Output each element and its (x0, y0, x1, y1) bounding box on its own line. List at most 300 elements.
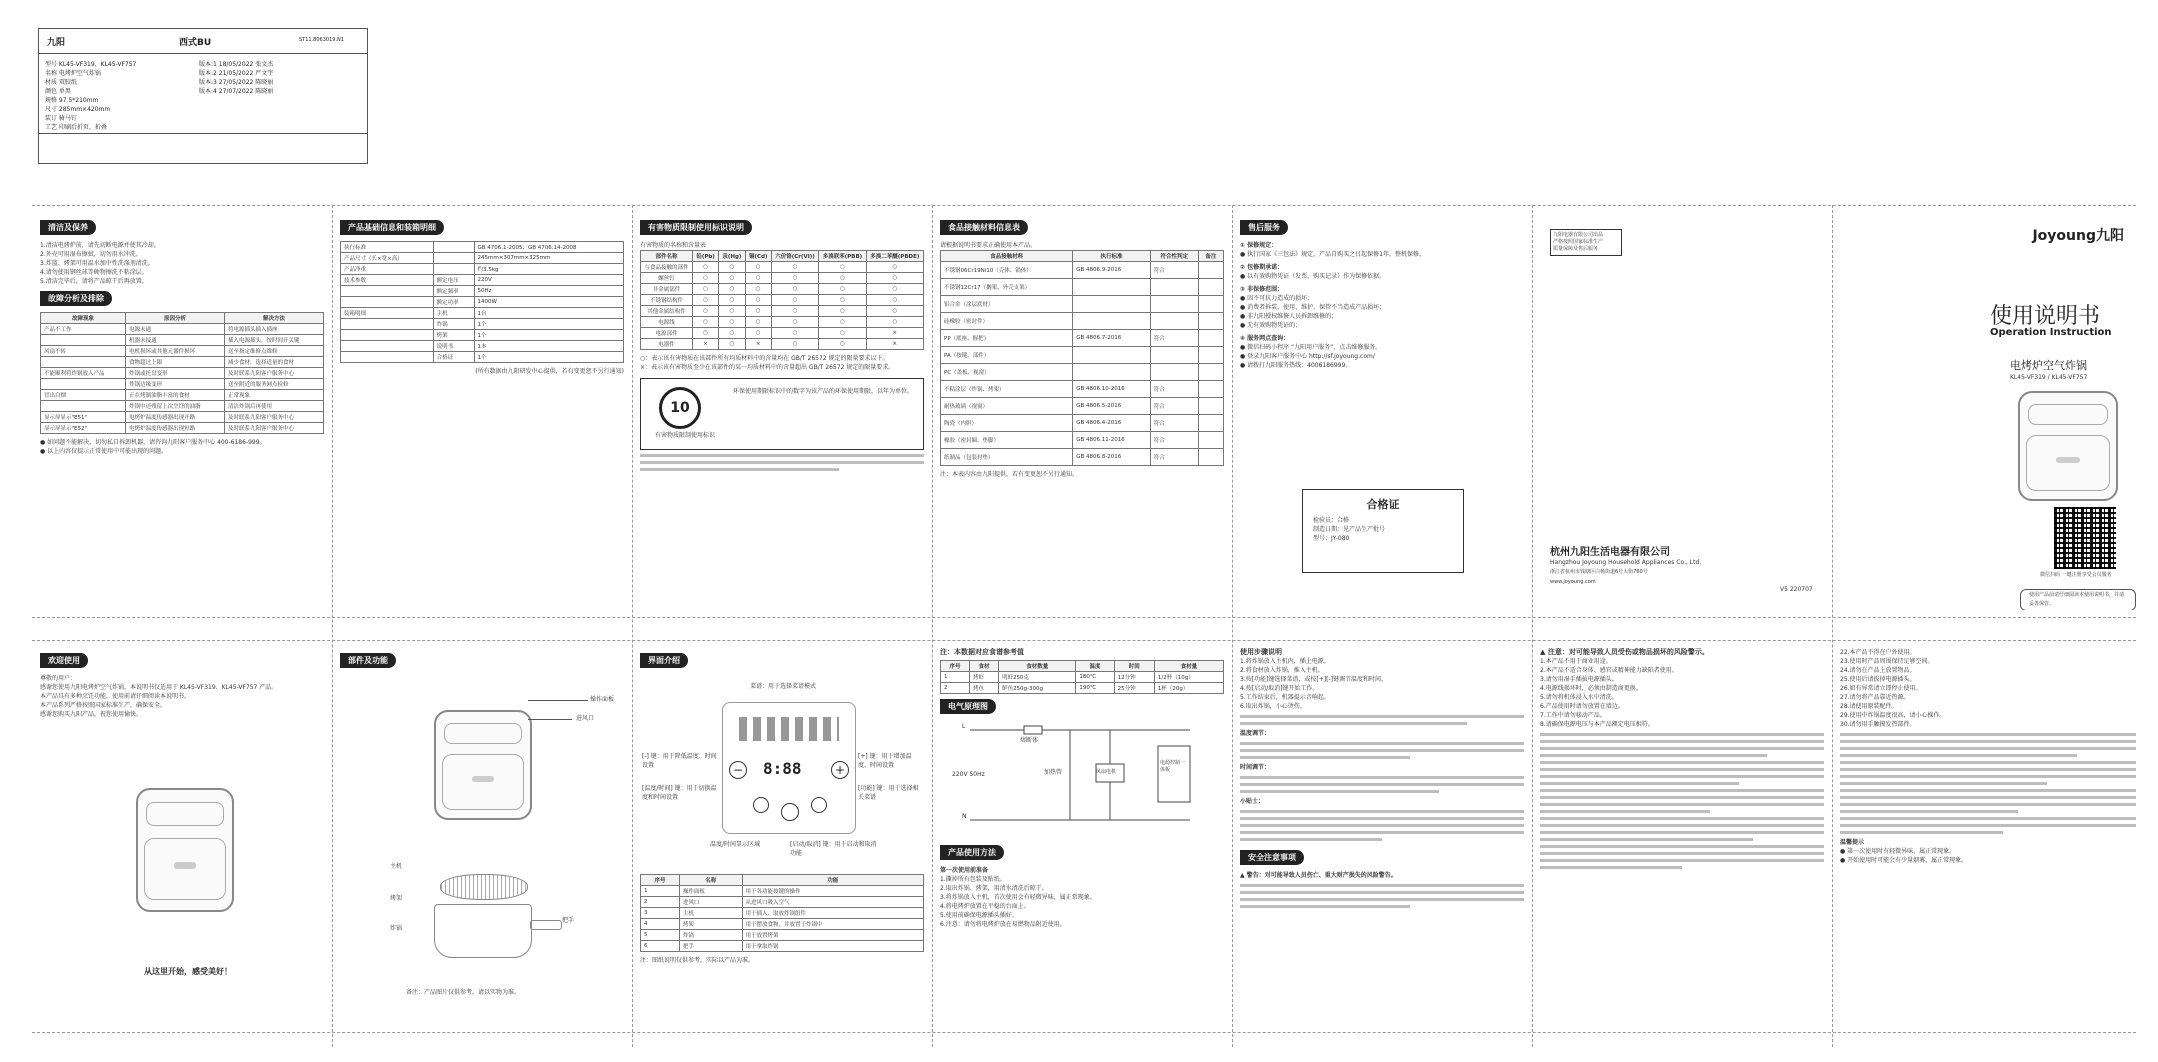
table-header-cell: 六价铬(Cr(VI)) (771, 251, 819, 262)
table-header-row (941, 661, 1224, 672)
cooking-table (940, 660, 1224, 694)
table-cell: ○ (745, 262, 771, 273)
table-cell: 非金属部件 (641, 284, 693, 295)
table-cell: GB 4806.7-2016 (1073, 330, 1150, 347)
table-header-cell: 汞(Hg) (719, 251, 746, 262)
table-cell (433, 253, 474, 264)
welcome-line: 感谢您购买九阳产品，祝您使用愉快。 (40, 711, 143, 718)
table-cell (341, 286, 434, 297)
circuit-title: 电气原理图 (940, 699, 996, 714)
table-cell: GB 4806.5-2016 (1073, 398, 1150, 415)
care-line: 5.清洁完毕后，请将产品晾干后再放置。 (40, 278, 148, 285)
table-cell: 主机 (679, 908, 742, 919)
table-cell (1150, 296, 1198, 313)
circuit-label: N (962, 813, 967, 820)
table-cell: ○ (745, 295, 771, 306)
table-cell: 2 (641, 897, 680, 908)
table-cell: ○ (719, 284, 746, 295)
table-cell: 不锈钢结构件 (641, 295, 693, 306)
table-cell: 12分钟 (1114, 672, 1154, 683)
circuit-label: 电源控制一体板 (1160, 760, 1186, 773)
table-cell: 将电源插头插入插座 (225, 324, 324, 335)
table-row (41, 368, 324, 379)
table-header-cell: 故障现象 (41, 313, 126, 324)
specs-title: 产品基础信息和装箱明细 (340, 220, 444, 235)
table-header-cell: 符合性判定 (1150, 251, 1198, 262)
table-row (41, 423, 324, 434)
table-cell: GB 4806.10-2016 (1073, 381, 1150, 398)
notice-title (1540, 648, 1824, 657)
table-cell: 1本 (474, 341, 623, 352)
start-cancel-button[interactable] (781, 803, 799, 821)
table-cell (1073, 347, 1150, 364)
table-row (941, 683, 1224, 694)
table-cell: ○ (771, 317, 819, 328)
panel-interface (640, 648, 924, 1028)
table-cell: ○ (771, 295, 819, 306)
table-cell: ○ (771, 328, 819, 339)
table-cell: ○ (745, 317, 771, 328)
interface-note: 注：图纸说明仅供参考，实际以产品为准。 (640, 957, 755, 964)
interface-label: [启动/取消] 键：用于启动和取消功能 (790, 841, 877, 857)
table-cell (433, 242, 474, 253)
table-row (41, 379, 324, 390)
table-cell: 符合 (1150, 398, 1198, 415)
circuit-label: 风扇电机 (1096, 769, 1117, 775)
table-row (341, 352, 624, 363)
part-label: 进风口 (576, 715, 595, 722)
usage-line: 3.将炸锅放入主机，首次使用会有轻微异味，属正常现象。 (940, 894, 1096, 901)
panel-hazard (640, 215, 924, 610)
table-cell: 机器未接通 (126, 335, 225, 346)
spec-sheet (38, 28, 368, 164)
qr-note: 微信扫码 一键注册享受会员服务 (2040, 572, 2112, 578)
table-cell: 额定频率 (433, 286, 474, 297)
company-site: www.joyoung.com (1550, 579, 1596, 585)
table-cell (41, 335, 126, 346)
table-cell: 25分钟 (1114, 683, 1154, 694)
circuit-svg (940, 720, 1224, 840)
table-cell: 电烤炉温度传感器出现开路 (126, 412, 225, 423)
table-row (341, 319, 624, 330)
table-row (641, 328, 924, 339)
table-row (941, 296, 1224, 313)
table-cell: 减少食材，选择适量的食材 (225, 357, 324, 368)
table-cell: ○ (771, 262, 819, 273)
table-cell: 进风口 (679, 897, 742, 908)
table-header-cell: 原因分析 (126, 313, 225, 324)
table-header-cell: 名称 (679, 875, 742, 886)
table-row (641, 339, 924, 350)
service-item: ② 包修期承诺： (1240, 264, 1284, 271)
specs-note: (所有数据由九阳研发中心提供，若有变更恕不另行通知) (475, 368, 624, 375)
welcome-title: 欢迎使用 (40, 653, 88, 668)
table-cell: ○ (819, 262, 866, 273)
caution-line: 23.使用时产品周围保持足够空间。 (1840, 658, 1934, 665)
table-cell: 食物超过上限 (126, 357, 225, 368)
spec-row: 颜色 单黑 (45, 88, 71, 95)
table-cell: 1杯（20g） (1154, 683, 1223, 694)
spec-row: 尺寸 285mm×420mm (45, 106, 111, 113)
table-row (941, 672, 1224, 683)
cautions-sub-line: ● 第一次使用时有轻微异味，属正常现象。 (1840, 848, 1956, 855)
table-cell: 说明书 (433, 341, 474, 352)
service-item: ● 非九阳授权维修人员拆卸维修的； (1240, 313, 1338, 320)
table-header-cell: 食品接触材料 (941, 251, 1073, 262)
table-cell: × (866, 339, 923, 350)
table-cell: 1400W (474, 297, 623, 308)
table-cell (41, 401, 126, 412)
part-label: 主机 (390, 863, 403, 870)
company-name: 杭州九阳生活电器有限公司 (1550, 547, 1670, 558)
panel-cover (1840, 215, 2136, 610)
table-row (341, 253, 624, 264)
table-header-cell: 镉(Cd) (745, 251, 771, 262)
table-cell: 190℃ (1076, 683, 1114, 694)
notice-line: 5.请勿将机体浸入水中清洗。 (1540, 694, 1618, 701)
cautions-sub-line: ● 开始使用时可能会有少量烟雾，属正常现象。 (1840, 857, 1968, 864)
spec-versions (199, 59, 359, 95)
table-cell: ○ (771, 273, 819, 284)
usage-title: 产品使用方法 (940, 845, 1004, 860)
table-header-cell: 解决方法 (225, 313, 324, 324)
table-cell (1198, 364, 1223, 381)
service-item: ● 消费者拆装、使用、维护、保管不当造成产品损坏； (1240, 304, 1386, 311)
table-row (641, 295, 924, 306)
caution-line: 24.请勿在产品上放置物品。 (1840, 667, 1916, 674)
table-cell: 额定电压 (433, 275, 474, 286)
table-cell: ○ (745, 306, 771, 317)
circuit-label: 熔断体 (1020, 737, 1039, 744)
circuit-label: 220V 50Hz (952, 771, 985, 778)
food-contact-note: 注：本表内容由九阳提供，若有变更恕不另行通知。 (940, 471, 1079, 478)
table-cell: 从进风口吸入空气 (742, 897, 923, 908)
table-cell: 炸锅 (679, 930, 742, 941)
usage-line: 2.取出炸锅、烤架，用清水清洗后晾干。 (940, 885, 1048, 892)
table-cell: ○ (693, 328, 719, 339)
table-cell: 电烤炉温度传感器出现短路 (126, 423, 225, 434)
table-row (641, 262, 924, 273)
cover-footer-note: 使用产品前请仔细阅读本使用说明书，并请妥善保管。 (2020, 589, 2136, 610)
table-row (341, 286, 624, 297)
spec-row: 型号 KL45-VF319、KL45-VF757 (45, 61, 137, 68)
interface-title: 界面介绍 (640, 653, 688, 668)
basket-exploded-image (440, 874, 528, 900)
panel-steps (1240, 648, 1524, 1028)
service-item: ● 执行国家《三包法》规定，产品自购买之日起保修1年，整机保修。 (1240, 251, 1425, 258)
table-cell: 铝合金（涂层底材） (941, 296, 1073, 313)
service-title: 售后服务 (1240, 220, 1288, 235)
table-cell (1073, 364, 1150, 381)
table-cell: 炸锅中还残留上次烹饪的油脂 (126, 401, 225, 412)
table-cell: 符合 (1150, 381, 1198, 398)
table-cell: 把手 (679, 941, 742, 952)
table-header-cell: 食材 (970, 661, 999, 672)
table-cell: 不能顺利将炸锅放入产品 (41, 368, 126, 379)
table-row (41, 390, 324, 401)
spec-row: 规格 97.5*210mm (45, 97, 99, 104)
table-row (341, 297, 624, 308)
table-cell: 明虾250克 (999, 672, 1076, 683)
table-cell: ○ (866, 317, 923, 328)
welcome-line: 本产品系列严格按照国家标准生产，确保安全。 (40, 702, 167, 709)
table-cell: GB 4806.4-2016 (1073, 415, 1150, 432)
table-cell (1150, 347, 1198, 364)
care-line: 4.请勿使用钢丝球等硬物擦洗不粘涂层。 (40, 269, 148, 276)
cover-title: 使用说明书 (1990, 304, 2101, 329)
table-cell: 插入电源插头，按时间开关键 (225, 335, 324, 346)
table-cell: ○ (819, 328, 866, 339)
table-cell: 产品净重 (341, 264, 434, 275)
part-label: 炸锅 (390, 925, 403, 932)
table-row (941, 398, 1224, 415)
table-cell (1198, 330, 1223, 347)
table-cell: 烤鱼 (970, 683, 999, 694)
steps-line: 6.取出炸锅，小心烫伤。 (1240, 703, 1306, 710)
table-row (41, 357, 324, 368)
interface-label: [功能] 键：用于选择相关菜谱 (858, 785, 919, 801)
table-row (341, 308, 624, 319)
caution-line: 28.请使用原装配件。 (1840, 703, 1898, 710)
table-cell: PA（按键、部件） (941, 347, 1073, 364)
airfryer-image (2018, 391, 2118, 501)
table-cell: 1/2杯（10g） (1154, 672, 1223, 683)
qr-code (2054, 507, 2116, 569)
table-cell: 3 (641, 908, 680, 919)
interface-label: [-] 键：用于降低温度、时间设置 (642, 753, 717, 769)
table-cell: ○ (719, 262, 746, 273)
spec-brand: 九阳 (47, 38, 66, 48)
panel-parts (340, 648, 624, 1028)
warning-icon: ▲ (1540, 648, 1548, 656)
table-cell: ○ (771, 284, 819, 295)
usage-line: 4.将电烤炉放置在平稳的台面上。 (940, 903, 1030, 910)
table-row (641, 306, 924, 317)
hazard-badge-caption: 有害物质限制使用标识 (654, 432, 715, 439)
table-cell: 炸锅或托盘变形 (126, 368, 225, 379)
steps-line: 3.按[功能]键选择菜谱，或按[+][-]键调节温度和时间。 (1240, 676, 1387, 683)
control-panel (722, 702, 856, 834)
steps-sub: 时间调节： (1240, 764, 1271, 771)
table-header-cell: 铅(Pb) (693, 251, 719, 262)
table-cell (1198, 398, 1223, 415)
table-cell: ○ (745, 328, 771, 339)
table-cell: 正在烤制油脂丰富的食材 (126, 390, 225, 401)
table-row (641, 897, 924, 908)
minus-button[interactable]: − (729, 761, 747, 779)
table-row (941, 449, 1224, 466)
service-item: ④ 服务网点查询： (1240, 335, 1290, 342)
table-header-row (41, 313, 324, 324)
food-contact-table (940, 250, 1224, 466)
service-item: ● 无有效购物凭证的； (1240, 322, 1302, 329)
table-cell: 用于插入、取放炸锅组件 (742, 908, 923, 919)
table-header-row (941, 251, 1224, 262)
safety-title: 安全注意事项 (1240, 850, 1304, 865)
certificate (1302, 489, 1464, 573)
table-cell: 符合 (1150, 432, 1198, 449)
specs-table (340, 241, 624, 363)
table-cell (1073, 313, 1150, 330)
caution-line: 26.如有异常请立即停止使用。 (1840, 685, 1922, 692)
table-row (941, 381, 1224, 398)
table-cell: ○ (819, 273, 866, 284)
steps-line: 2.将食材放入炸锅，推入主机。 (1240, 667, 1324, 674)
table-cell: ○ (693, 317, 719, 328)
table-cell (341, 297, 434, 308)
table-cell: 送至附近的服务网点检修 (225, 379, 324, 390)
table-cell (1150, 279, 1198, 296)
table-row (641, 273, 924, 284)
steps-line: 1.将炸锅放入主机内，插上电源。 (1240, 658, 1330, 665)
table-row (641, 930, 924, 941)
table-row (641, 284, 924, 295)
table-cell: GB 4806.8-2016 (1073, 449, 1150, 466)
table-row (941, 330, 1224, 347)
table-cell: 橡胶（密封圈、垫脚） (941, 432, 1073, 449)
table-header-cell: 序号 (941, 661, 970, 672)
care-line: 3.炸篮、烤架可用温水加中性洗涤剂清洗。 (40, 260, 154, 267)
table-cell (341, 341, 434, 352)
table-cell: 硅橡胶（密封件） (941, 313, 1073, 330)
fry-pot-image (434, 904, 532, 958)
panel-cautions (1840, 648, 2136, 1028)
table-row (41, 401, 324, 412)
panel-service (1240, 215, 1524, 610)
table-cell: 220V (474, 275, 623, 286)
spec-row: 名称 电烤炉空气炸锅 (45, 70, 101, 77)
table-cell: ○ (771, 306, 819, 317)
service-item: ● 微信扫码小程序 “九阳用户服务”，点击维修服务。 (1240, 344, 1382, 351)
table-cell: GB 4806.9-2016 (1073, 262, 1150, 279)
table-cell: 用于放置烤架 (742, 930, 923, 941)
table-cell: 送至指定维修点维修 (225, 346, 324, 357)
table-cell: 约3.5kg (474, 264, 623, 275)
cover-models: KL45-VF319 / KL45-VF757 (2010, 374, 2088, 381)
steps-sub: 温度调节： (1240, 730, 1271, 737)
steps-sub: 小贴士： (1240, 798, 1265, 805)
table-cell: 1个 (474, 319, 623, 330)
part-label: 操作面板 (590, 696, 615, 703)
table-cell: 符合 (1150, 415, 1198, 432)
table-row (641, 941, 924, 952)
table-cell: 5 (641, 930, 680, 941)
function-button[interactable] (811, 797, 827, 813)
notice-line: 3.请勿用湿手插拔电源插头。 (1540, 676, 1618, 683)
table-cell: ○ (819, 295, 866, 306)
table-cell: ○ (693, 273, 719, 284)
spec-row: 工艺 印刷后折页、折叠 (45, 124, 107, 131)
service-item: ③ 非保修范围： (1240, 286, 1284, 293)
company-badge: 九阳电器有限公司出品 严格按照国家标准生产 质量保障及售后服务 (1550, 229, 1622, 256)
table-header-cell: 时间 (1114, 661, 1154, 672)
service-item: ① 保修规定： (1240, 242, 1278, 249)
table-cell: 电源线 (641, 317, 693, 328)
circuit-label: 加热管 (1044, 769, 1063, 776)
airfryer-image (136, 788, 234, 912)
table-row (941, 347, 1224, 364)
version-row: 版本:3 27/05/2022 陈晓丽 (199, 79, 274, 86)
table-row (41, 335, 324, 346)
airfryer-image (434, 710, 532, 820)
service-item: ● 请拨打九阳服务热线：4006186999。 (1240, 362, 1352, 369)
table-cell: 其他金属结构件 (641, 306, 693, 317)
notice-title-text: 注意：对可能导致人员受伤或物品损坏的风险警示。 (1547, 648, 1709, 656)
table-row (941, 415, 1224, 432)
version-row: 版本:1 18/05/2022 张文杰 (199, 61, 274, 68)
table-cell: 1 (941, 672, 970, 683)
service-item: ● 以有效购物凭证（发票、购买记录）作为保修依据。 (1240, 273, 1386, 280)
notice-line: 1.本产品不用于商业用途。 (1540, 658, 1612, 665)
plus-button[interactable]: + (831, 761, 849, 779)
time-display: 8:88 (763, 759, 802, 778)
table-cell: 不粘涂层（炸锅、烤架） (941, 381, 1073, 398)
table-cell (433, 264, 474, 275)
table-cell: ○ (819, 284, 866, 295)
table-cell: 显示屏显示"E51" (41, 412, 126, 423)
table-cell: ○ (745, 273, 771, 284)
table-cell: 正常现象 (225, 390, 324, 401)
troubleshoot-title: 故障分析及排除 (40, 291, 112, 306)
table-cell: GB 4706.1-2005、GB 4706.14-2008 (474, 242, 623, 253)
usage-line: 5.使用前确保电源插头插好。 (940, 912, 1018, 919)
table-row (941, 313, 1224, 330)
welcome-line: 本产品具有多种烹饪功能，使用前请仔细阅读本说明书。 (40, 693, 191, 700)
parts-title: 部件及功能 (340, 653, 396, 668)
table-cell: 1台 (474, 308, 623, 319)
table-row (641, 317, 924, 328)
caution-line: 30.请勿用手触摸发热部件。 (1840, 721, 1916, 728)
food-contact-title: 食品接触材料信息表 (940, 220, 1028, 235)
food-contact-intro: 请根据说明书要求正确使用本产品。 (940, 242, 1037, 249)
interface-label: [温度/时间] 键：用于切换温度和时间设置 (642, 785, 717, 801)
welcome-line: 感谢您使用九阳电烤炉空气炸锅，本说明书仅适用于 KL45-VF319、KL45-VF757 产品。 (40, 684, 278, 691)
table-row (641, 886, 924, 897)
table-cell: 不锈钢12Cr17（搁架、外壳支架） (941, 279, 1073, 296)
safety-warning (1240, 871, 1524, 880)
table-header-row (641, 251, 924, 262)
care-line: 2.外壳可用湿布擦拭，切勿用水冲洗。 (40, 251, 142, 258)
table-row (341, 242, 624, 253)
table-cell: 产品尺寸（长×宽×高） (341, 253, 434, 264)
table-row (341, 330, 624, 341)
table-cell: 符合 (1150, 330, 1198, 347)
table-header-cell: 温度 (1076, 661, 1114, 672)
steps-line: 4.按[启动/取消]键开始工作。 (1240, 685, 1319, 692)
table-header-row (641, 875, 924, 886)
warning-icon: ▲ (1240, 872, 1247, 879)
panel-care (40, 215, 324, 610)
table-cell: ○ (771, 339, 819, 350)
hazard-table (640, 250, 924, 350)
table-cell: 显示屏显示"E52" (41, 423, 126, 434)
interface-label: 温度/时间显示区域 (710, 841, 761, 848)
caution-line: 29.使用中炸锅温度很高，请小心操作。 (1840, 712, 1946, 719)
table-header-cell: 多溴二苯醚(PBDE) (866, 251, 923, 262)
table-cell: 2 (941, 683, 970, 694)
temp-time-button[interactable] (753, 797, 769, 813)
table-cell (1198, 381, 1223, 398)
table-cell: 烤架 (433, 330, 474, 341)
table-row (941, 432, 1224, 449)
cert-title: 合格证 (1366, 498, 1400, 511)
table-cell: 烤架 (679, 919, 742, 930)
table-cell: 装箱明细 (341, 308, 434, 319)
table-cell: 风扇不转 (41, 346, 126, 357)
cert-row: 型号：JY-080 (1313, 535, 1350, 542)
notice-line: 2.本产品不适合身体、感官或精神能力缺陷者使用。 (1540, 667, 1678, 674)
table-header-cell: 功能 (742, 875, 923, 886)
